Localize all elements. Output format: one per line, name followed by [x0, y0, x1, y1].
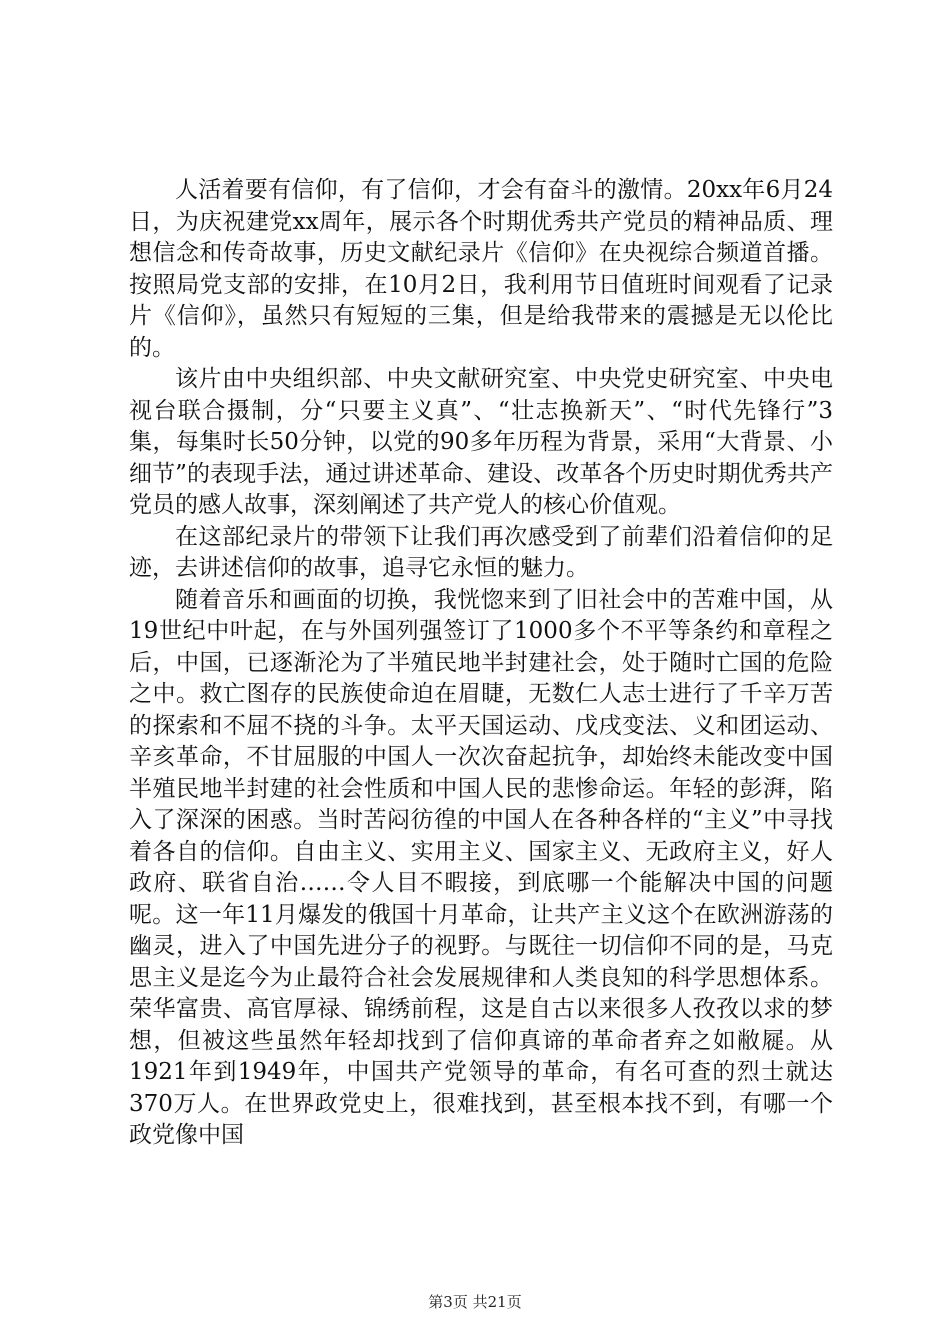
paragraph-2: 该片由中央组织部、中央文献研究室、中央党史研究室、中央电视台联合摄制，分“只要主义真”、“壮志换新天”、“时代先锋行”3集，每集时长50分钟，以党的90多年历程为背景，采用“大背景、小细节”的表现手法，通过讲述革命、建设、改革各个历史时期优秀共产党员的感人故事，深刻阐述了共产党人的核心价值观。: [129, 366, 833, 518]
paragraph-3: 在这部纪录片的带领下让我们再次感受到了前辈们沿着信仰的足迹，去讲述信仰的故事，追寻它永恒的魅力。: [129, 523, 833, 581]
page-number-footer: 第3页 共21页: [428, 1293, 522, 1311]
paragraph-1: 人活着要有信仰，有了信仰，才会有奋斗的激情。20xx年6月24日，为庆祝建党xx周年，展示各个时期优秀共产党员的精神品质、理想信念和传奇故事，历史文献纪录片《信仰》在央视综合频道首播。按照局党支部的安排，在10月2日，我利用节日值班时间观看了记录片《信仰》，虽然只有短短的三集，但是给我带来的震撼是无以伦比的。: [129, 177, 833, 361]
document-body: [129, 175, 833, 1152]
paragraph-4: 随着音乐和画面的切换，我恍惚来到了旧社会中的苦难中国，从19世纪中叶起，在与外国列强签订了1000多个不平等条约和章程之后，中国，已逐渐沦为了半殖民地半封建社会，处于随时亡国的危险之中。救亡图存的民族使命迫在眉睫，无数仁人志士进行了千辛万苦的探索和不屈不挠的斗争。太平天国运动、戊戌变法、义和团运动、辛亥革命，不甘屈服的中国人一次次奋起抗争，却始终未能改变中国半殖民地半封建的社会性质和中国人民的悲惨命运。年轻的彭湃，陷入了深深的困惑。当时苦闷彷徨的中国人在各种各样的“主义”中寻找着各自的信仰。自由主义、实用主义、国家主义、无政府主义，好人政府、联省自治……令人目不暇接，到底哪一个能解决中国的问题呢。这一年11月爆发的俄国十月革命，让共产主义这个在欧洲游荡的幽灵，进入了中国先进分子的视野。与既往一切信仰不同的是，马克思主义是迄今为止最符合社会发展规律和人类良知的科学思想体系。荣华富贵、高官厚禄、锦绣前程，这是自古以来很多人孜孜以求的梦想，但被这些虽然年轻却找到了信仰真谛的革命者弃之如敝屣。从1921年到1949年，中国共产党领导的革命，有名可查的烈士就达370万人。在世界政党史上，很难找到，甚至根本找不到，有哪一个政党像中国: [129, 586, 833, 1148]
